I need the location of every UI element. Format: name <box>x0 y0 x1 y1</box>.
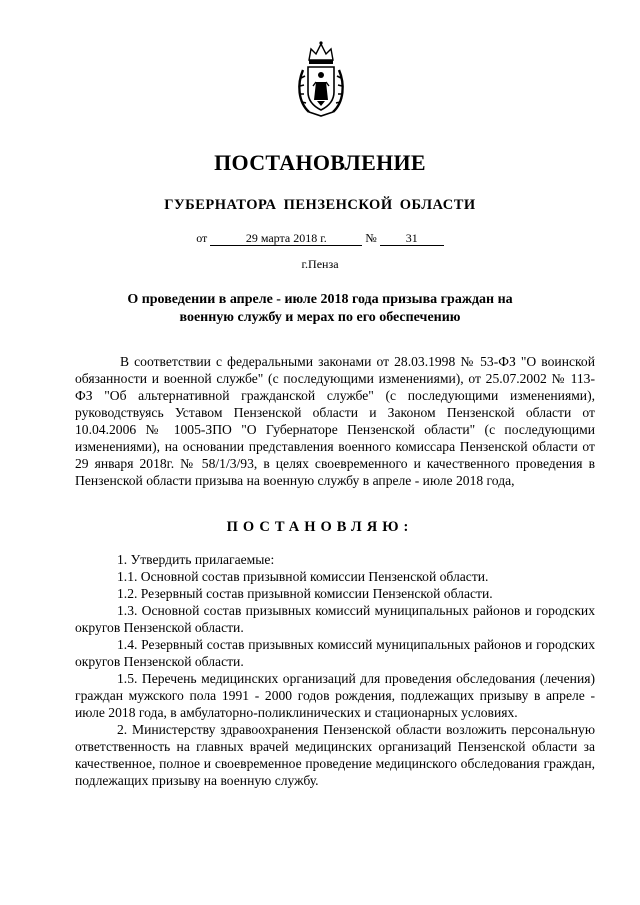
list-item: 1. Утвердить прилагаемые: <box>117 552 275 567</box>
list-item: 1.1. Основной состав призывной комиссии Пензенской области. <box>117 569 489 584</box>
document-issuer: ГУБЕРНАТОРА ПЕНЗЕНСКОЙ ОБЛАСТИ <box>164 197 476 213</box>
document-number: 31 <box>380 231 444 246</box>
city-name: г.Пенза <box>301 257 339 271</box>
list-item: 1.2. Резервный состав призывной комиссии Пензенской области. <box>117 586 493 601</box>
number-label: № <box>365 231 377 245</box>
decree-items <box>75 551 595 789</box>
coat-of-arms-icon <box>295 40 347 118</box>
list-item: 2. Министерству здравоохранения Пензенской области возложить персональную ответственность на главных врачей медицинских организаций Пензенской области за качественное, полное и своевременное проведение медицинского обследования граждан, подлежащих призыву на военную службу. <box>75 722 595 788</box>
list-item: 1.4. Резервный состав призывных комиссий муниципальных районов и городских округов Пензенской области. <box>75 637 595 669</box>
preamble-paragraph: В соответствии с федеральными законами от 28.03.1998 № 53-ФЗ "О воинской обязанности и военной службе" (с последующими изменениями), от 25.07.2002 № 113-ФЗ "Об альтернативной гражданской службе" (с последующими изменениями), руководствуясь Уставом Пензенской области и Законом Пензенской области от 10.04.2006 № 1005-ЗПО "О Губернаторе Пензенской области" (с последующими изменениями), на основании представления военного комиссара Пензенской области от 29 января 2018г. № 58/1/3/93, в целях своевременного и качественного проведения в Пензенской области призыва на военную службу в апреле - июле 2018 года, <box>75 354 595 488</box>
date-from-label: от <box>196 231 208 245</box>
date-number-line <box>0 231 640 246</box>
document-title: ПОСТАНОВЛЕНИЕ <box>214 150 426 175</box>
list-item: 1.3. Основной состав призывных комиссий муниципальных районов и городских округов Пензенской области. <box>75 603 595 635</box>
list-item: 1.5. Перечень медицинских организаций для проведения обследования (лечения) граждан мужского пола 1991 - 2000 годов рождения, подлежащих призыву в апреле - июле 2018 года, в амбулаторно-поликлинических и стационарных условиях. <box>75 671 595 720</box>
document-date: 29 марта 2018 г. <box>210 231 362 246</box>
document-heading: О проведении в апреле - июле 2018 года призыва граждан на военную службу и мерах по его обеспечению <box>127 292 513 325</box>
decree-heading: ПОСТАНОВЛЯЮ: <box>226 519 414 535</box>
